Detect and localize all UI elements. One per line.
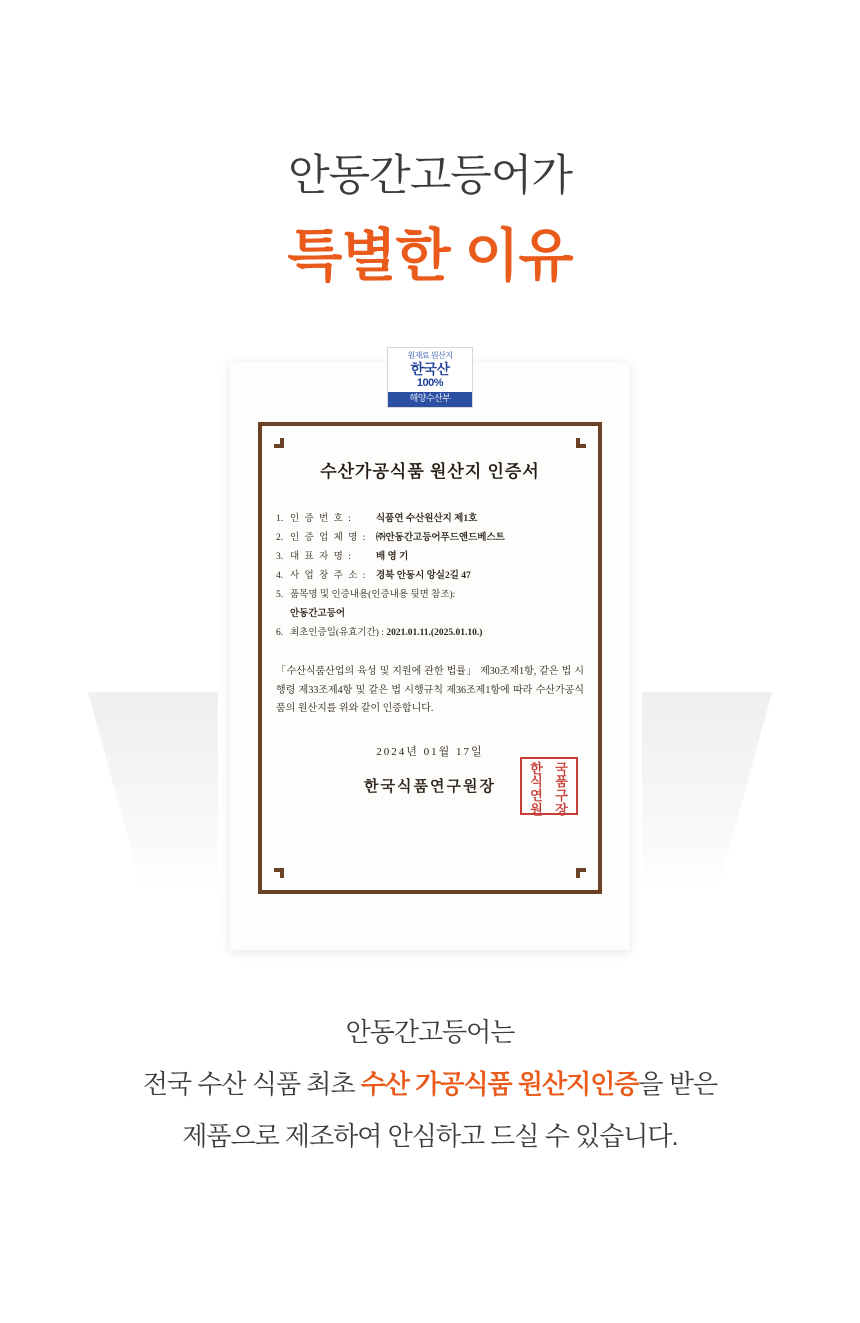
field-number: 6. <box>276 628 284 639</box>
certificate-field-row <box>276 510 584 529</box>
stamp-char: 국 <box>555 760 568 776</box>
certificate-field-row <box>276 529 584 548</box>
certificate-content <box>276 457 584 817</box>
footer-line-2 <box>0 1058 860 1110</box>
field-number: 1. <box>276 514 284 525</box>
field-value: ㈜안동간고등어푸드앤드베스트 <box>376 533 505 544</box>
field-number: 2. <box>276 533 284 544</box>
footer-line-3: 제품으로 제조하여 안심하고 드실 수 있습니다. <box>182 1121 678 1152</box>
certificate-field-list <box>276 510 584 643</box>
field-number: 5. <box>276 590 284 601</box>
headline-line-2: 특별한 이유 <box>287 223 573 288</box>
origin-seal-line-3: 100% <box>416 377 444 390</box>
field-label: 사 업 장 주 소 : <box>290 571 367 582</box>
field-label: 최초인증일(유효기간) : <box>290 628 384 639</box>
frame-corner-bottom-right <box>580 872 602 894</box>
headline-line-1: 안동간고등어가 <box>288 152 572 200</box>
field-label: 대 표 자 명 : <box>290 552 353 563</box>
field-subvalue: 안동간고등어 <box>290 609 346 620</box>
official-seal-stamp <box>520 757 578 815</box>
stamp-char: 한 <box>530 760 543 776</box>
certificate-stage <box>0 351 860 982</box>
stamp-char: 품 <box>555 774 568 790</box>
certificate-field-row <box>276 567 584 586</box>
field-label: 인 증 업 체 명 : <box>290 533 367 544</box>
certificate-body-text: 「수산식품산업의 육성 및 지원에 관한 법률」 제30조제1항, 같은 법 시행령 제33조제4항 및 같은 법 시행규칙 제36조제1항에 따라 수산가공식품의 원산지를 위와 같이 인증합니다. <box>276 666 584 715</box>
decorative-wing-left <box>88 692 218 892</box>
field-number: 4. <box>276 571 284 582</box>
page-headline <box>0 0 860 290</box>
certificate-issuer <box>276 760 584 817</box>
footer-line-2-highlight: 수산 가공식품 원산지인증 <box>360 1069 639 1100</box>
field-number: 3. <box>276 552 284 563</box>
certificate-field-row <box>276 586 584 624</box>
origin-seal-line-1: 원재료 원산지 <box>407 351 453 361</box>
certificate-issuer-name: 한국식품연구원장 <box>364 778 496 795</box>
footer-line-2-prefix: 전국 수산 식품 최초 <box>142 1069 361 1100</box>
certificate-title: 수산가공식품 원산지 인증서 <box>320 462 540 482</box>
field-value: 식품연 수산원산지 제1호 <box>376 514 478 525</box>
field-value: 경북 안동시 앙실2길 47 <box>376 571 471 582</box>
origin-seal-line-2: 한국산 <box>410 360 450 377</box>
field-value: 2021.01.11.(2025.01.10.) <box>386 628 483 639</box>
certificate-issue-date: 2024년 01월 17일 <box>376 745 484 758</box>
stamp-char: 장 <box>555 801 568 817</box>
frame-corner-bottom-left <box>258 872 280 894</box>
field-label: 인 증 번 호 : <box>290 514 353 525</box>
stamp-char: 연 <box>530 787 543 803</box>
stamp-char: 구 <box>555 787 568 803</box>
footer-line-2-suffix: 을 받은 <box>638 1069 718 1100</box>
frame-corner-top-left <box>258 422 280 444</box>
certificate-image <box>230 351 630 950</box>
footer-line-1: 안동간고등어는 <box>345 1017 515 1048</box>
stamp-char: 원 <box>530 801 543 817</box>
footer-description <box>0 1006 860 1162</box>
origin-seal-badge <box>387 347 473 408</box>
decorative-wing-right <box>642 692 772 892</box>
frame-corner-top-right <box>580 422 602 444</box>
field-value: 배 영 기 <box>376 552 409 563</box>
stamp-char: 식 <box>530 774 543 790</box>
certificate-field-row <box>276 548 584 567</box>
certificate-field-row <box>276 624 584 643</box>
origin-seal-line-4: 해양수산부 <box>388 392 472 407</box>
field-label: 품목명 및 인증내용(인증내용 뒷면 참조): <box>290 590 456 601</box>
